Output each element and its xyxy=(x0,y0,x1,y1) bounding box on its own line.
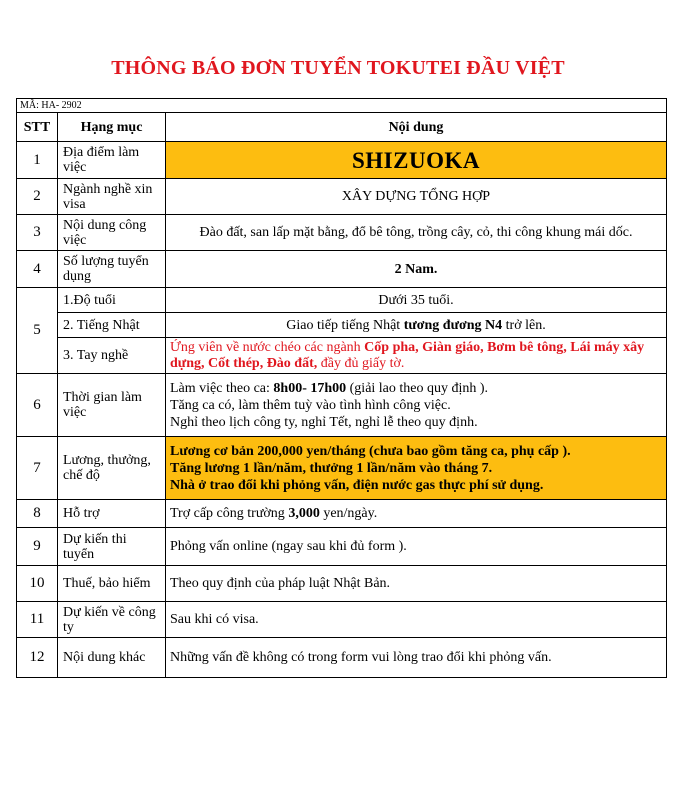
other-value: Những vấn đề không có trong form vui lòng trao đổi khi phỏng vấn. xyxy=(166,638,667,678)
quantity-value xyxy=(166,251,667,288)
row-number: 11 xyxy=(17,602,58,638)
table-row xyxy=(17,602,667,638)
work-time-prefix: Làm việc theo ca: xyxy=(170,380,274,396)
table-row xyxy=(17,215,667,251)
table-row xyxy=(17,528,667,566)
work-time-suffix: (giải lao theo quy định ). xyxy=(346,380,489,396)
row-category: Thuế, bảo hiểm xyxy=(58,566,166,602)
row-number: 5 xyxy=(17,288,58,374)
row-category: Dự kiến thi tuyển xyxy=(58,528,166,566)
row-category: Địa điểm làm việc xyxy=(58,142,166,179)
table-row xyxy=(17,313,667,338)
work-time-line xyxy=(170,380,662,397)
row-number: 7 xyxy=(17,437,58,500)
skill-suffix: đầy đủ giấy tờ. xyxy=(317,355,405,371)
skill-trades: Cốp pha, Giàn giáo, Bơm bê tông, Lái máy xây dựng, Cốt thép, Đào đất, xyxy=(170,339,645,371)
skill-label: 3. Tay nghề xyxy=(58,338,166,374)
table-row xyxy=(17,338,667,374)
holiday-line: Nghỉ theo lịch công ty, nghỉ Tết, nghỉ lễ theo quy định. xyxy=(170,414,478,430)
header-row xyxy=(17,113,667,142)
salary-value xyxy=(166,437,667,500)
document-code: MÃ: HA- 2902 xyxy=(17,99,667,113)
salary-line: Lương cơ bản 200,000 yen/tháng (chưa bao gồm tăng ca, phụ cấp ). xyxy=(170,443,571,459)
table-row xyxy=(17,142,667,179)
row-number: 3 xyxy=(17,215,58,251)
row-number: 1 xyxy=(17,142,58,179)
row-number: 12 xyxy=(17,638,58,678)
japanese-suffix: trở lên. xyxy=(502,317,546,333)
header-content: Nội dung xyxy=(166,113,667,142)
row-category: Hỗ trợ xyxy=(58,500,166,528)
header-stt: STT xyxy=(17,113,58,142)
row-number: 4 xyxy=(17,251,58,288)
visa-field-value: XÂY DỰNG TỔNG HỢP xyxy=(166,179,667,215)
quantity-text: 2 Nam. xyxy=(394,261,438,277)
row-category: Nội dung công việc xyxy=(58,215,166,251)
skill-prefix: Ứng viên về nước chéo các ngành xyxy=(170,339,365,355)
row-number: 2 xyxy=(17,179,58,215)
row-number: 6 xyxy=(17,374,58,437)
row-number: 9 xyxy=(17,528,58,566)
table-row xyxy=(17,251,667,288)
table-row xyxy=(17,179,667,215)
arrival-value: Sau khi có visa. xyxy=(166,602,667,638)
age-label: 1.Độ tuổi xyxy=(58,288,166,313)
page-title: THÔNG BÁO ĐƠN TUYỂN TOKUTEI ĐẦU VIỆT xyxy=(111,57,565,79)
header-category: Hạng mục xyxy=(58,113,166,142)
tax-value: Theo quy định của pháp luật Nhật Bản. xyxy=(166,566,667,602)
table-row xyxy=(17,374,667,437)
table-row xyxy=(17,638,667,678)
japanese-level: tương đương N4 xyxy=(403,317,503,333)
table-row xyxy=(17,437,667,500)
row-category: Ngành nghề xin visa xyxy=(58,179,166,215)
age-value: Dưới 35 tuổi. xyxy=(166,288,667,313)
row-category: Nội dung khác xyxy=(58,638,166,678)
row-number: 8 xyxy=(17,500,58,528)
table-row xyxy=(17,500,667,528)
row-category: Dự kiến về công ty xyxy=(58,602,166,638)
support-value xyxy=(166,500,667,528)
japanese-label: 2. Tiếng Nhật xyxy=(58,313,166,338)
row-category: Lương, thưởng, chế độ xyxy=(58,437,166,500)
overtime-line: Tăng ca có, làm thêm tuỳ vào tình hình công việc. xyxy=(170,397,451,413)
work-hours: 8h00- 17h00 xyxy=(273,380,347,396)
housing-line: Nhà ở trao đổi khi phỏng vấn, điện nước gas thực phí sử dụng. xyxy=(170,477,544,493)
skill-value xyxy=(166,338,667,374)
support-amount: 3,000 xyxy=(288,506,320,521)
job-info-table xyxy=(16,98,667,678)
job-content-value: Đào đất, san lấp mặt bằng, đổ bê tông, trồng cây, cỏ, thi công khung mái dốc. xyxy=(166,215,667,251)
row-number: 10 xyxy=(17,566,58,602)
raise-line: Tăng lương 1 lần/năm, thưởng 1 lần/năm vào tháng 7. xyxy=(170,460,493,476)
table-row xyxy=(17,566,667,602)
row-category: Thời gian làm việc xyxy=(58,374,166,437)
work-location-value: SHIZUOKA xyxy=(166,142,667,179)
row-category: Số lượng tuyển dụng xyxy=(58,251,166,288)
support-prefix: Trợ cấp công trường xyxy=(170,506,289,521)
work-time-value xyxy=(166,374,667,437)
support-suffix: yen/ngày. xyxy=(319,506,378,521)
japanese-value xyxy=(166,313,667,338)
table-row xyxy=(17,288,667,313)
japanese-prefix: Giao tiếp tiếng Nhật xyxy=(286,317,404,333)
exam-value: Phỏng vấn online (ngay sau khi đủ form ). xyxy=(166,528,667,566)
